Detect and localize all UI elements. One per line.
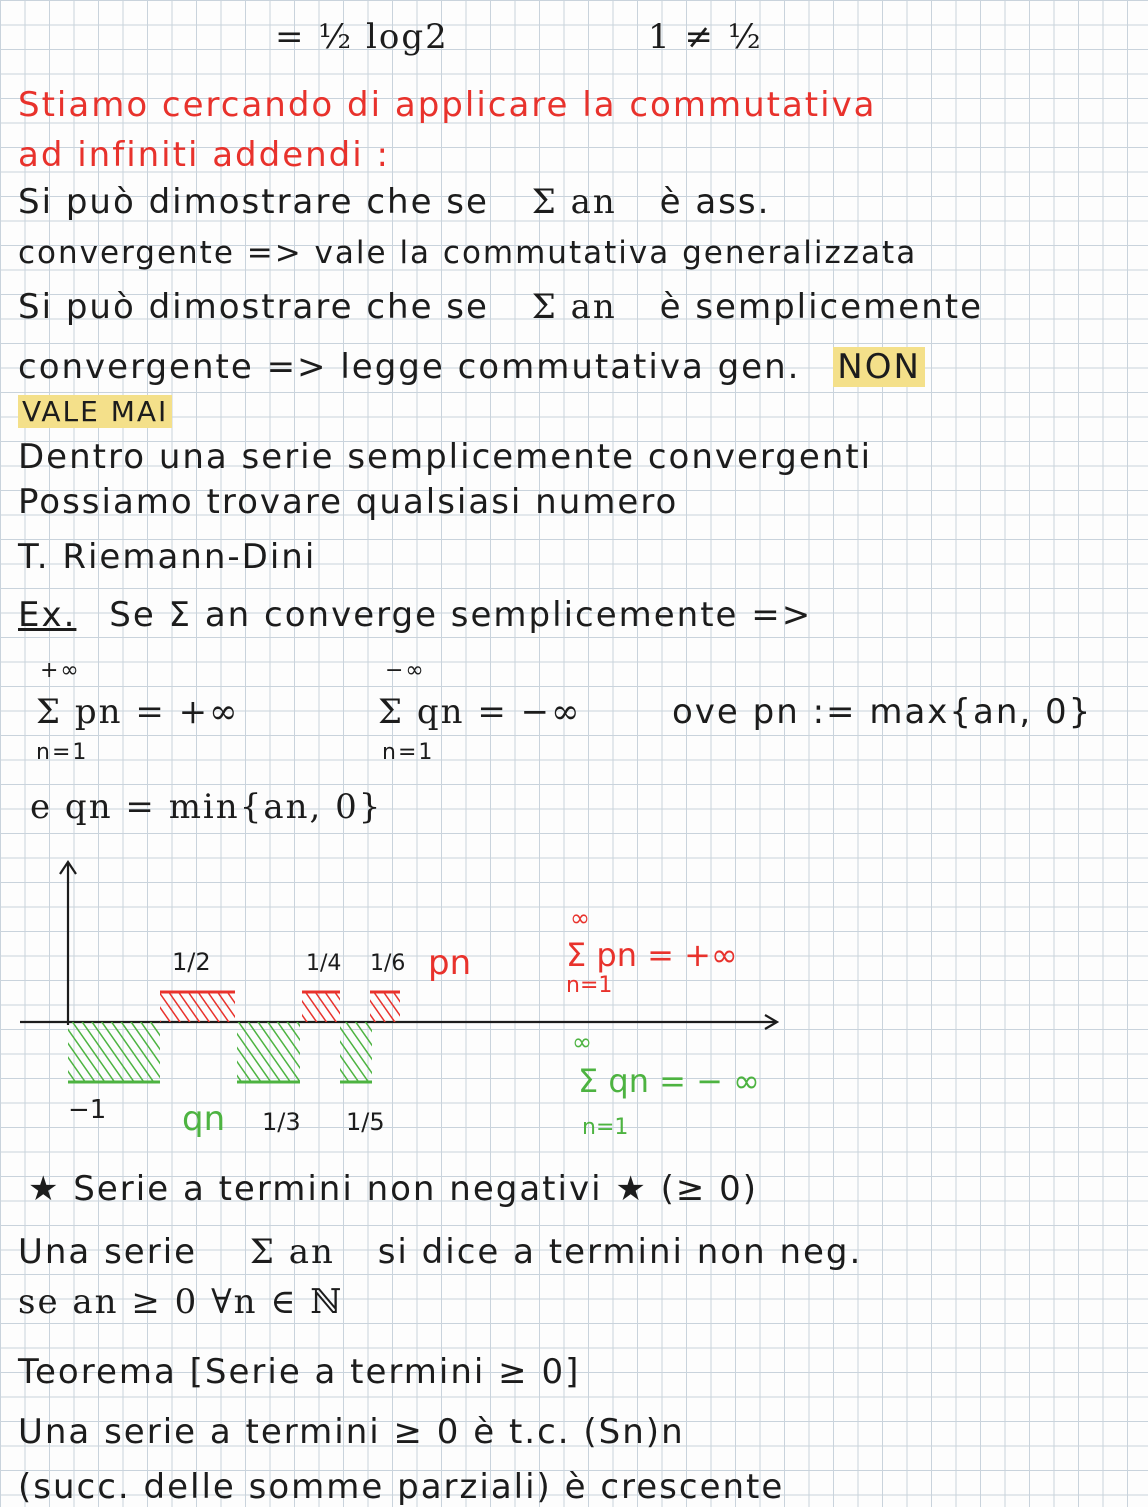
pos-label-3: 1/6 [370, 951, 406, 976]
line-12-bottom-limit-2: n=1 [382, 740, 435, 765]
line-12-bottom-limit-1: n=1 [36, 740, 89, 765]
line-0-inequality: 1 ≠ ½ [648, 17, 763, 57]
line-5-sum: Σ an [531, 287, 617, 327]
line-19: (succ. delle somme parziali) è crescente [18, 1467, 785, 1507]
line-3-text: Si può dimostrare che se [18, 182, 489, 222]
line-9: Possiamo trovare qualsiasi numero [18, 482, 679, 522]
line-18: Una serie a termini ≥ 0 è t.c. (Sn)n [18, 1412, 685, 1452]
line-8: Dentro una serie semplicemente convergenti [18, 437, 873, 477]
pn-label: pn [428, 943, 472, 983]
line-6-highlight: NON [833, 347, 925, 387]
sum-pos-top: ∞ [570, 904, 590, 932]
line-5 [18, 287, 983, 327]
line-15-sum: Σ an [249, 1232, 335, 1272]
sum-pos-bottom: n=1 [566, 973, 613, 998]
line-12-sum-pos: Σ pn = +∞ [36, 692, 240, 732]
line-15-text: Una serie [18, 1232, 198, 1272]
pos-label-1: 1/2 [172, 948, 211, 976]
line-15-end: si dice a termini non neg. [377, 1232, 863, 1272]
line-11 [18, 595, 813, 635]
qn-label: qn [182, 1099, 226, 1139]
pos-bar-3 [370, 992, 400, 1022]
sum-neg-bottom: n=1 [582, 1115, 629, 1140]
line-10: T. Riemann-Dini [18, 537, 317, 577]
line-16: se an ≥ 0 ∀n ∈ ℕ [18, 1282, 344, 1322]
pn-qn-graph [0, 850, 1148, 1150]
line-14-heading: ★ Serie a termini non negativi ★ (≥ 0) [28, 1169, 759, 1209]
neg-bar-3 [340, 1022, 372, 1082]
line-17-theorem: Teorema [Serie a termini ≥ 0] [18, 1352, 581, 1392]
pos-bar-1 [160, 992, 235, 1022]
line-12-top-limit-2: −∞ [385, 658, 426, 683]
sum-neg: Σ qn = − ∞ [578, 1062, 760, 1100]
neg-bar-1 [68, 1022, 160, 1082]
line-12-definition: ove pn := max{an, 0} [672, 692, 1093, 732]
line-3 [18, 182, 771, 222]
line-1-heading: Stiamo cercando di applicare la commutativa [18, 85, 877, 125]
line-7 [18, 395, 172, 428]
example-label: Ex. [18, 595, 77, 635]
line-11-text: Se Σ an converge semplicemente => [109, 595, 813, 635]
line-5-text: Si può dimostrare che se [18, 287, 489, 327]
sum-neg-top: ∞ [572, 1028, 592, 1056]
line-6-text: convergente => legge commutativa gen. [18, 347, 801, 387]
line-12-top-limit-1: +∞ [40, 658, 81, 683]
neg-label-3: 1/5 [346, 1108, 385, 1136]
line-4: convergente => vale la commutativa generalizzata [18, 235, 918, 271]
line-6 [18, 347, 925, 387]
line-3-sum: Σ an [531, 182, 617, 222]
line-0-expression: = ½ log2 [275, 17, 449, 57]
neg-label-2: 1/3 [262, 1108, 301, 1136]
pos-bar-2 [302, 992, 340, 1022]
line-15 [18, 1232, 863, 1272]
line-12-sum-neg: Σ qn = −∞ [378, 692, 582, 732]
line-7-highlight: VALE MAI [18, 395, 172, 428]
neg-label-1: −1 [68, 1095, 107, 1125]
line-2-heading: ad infiniti addendi : [18, 135, 390, 175]
line-5-end: è semplicemente [659, 287, 983, 327]
neg-bar-2 [237, 1022, 300, 1082]
line-3-end: è ass. [659, 182, 771, 222]
line-13: e qn = min{an, 0} [30, 787, 383, 827]
pos-label-2: 1/4 [306, 951, 342, 976]
sum-pos: Σ pn = +∞ [566, 936, 738, 974]
